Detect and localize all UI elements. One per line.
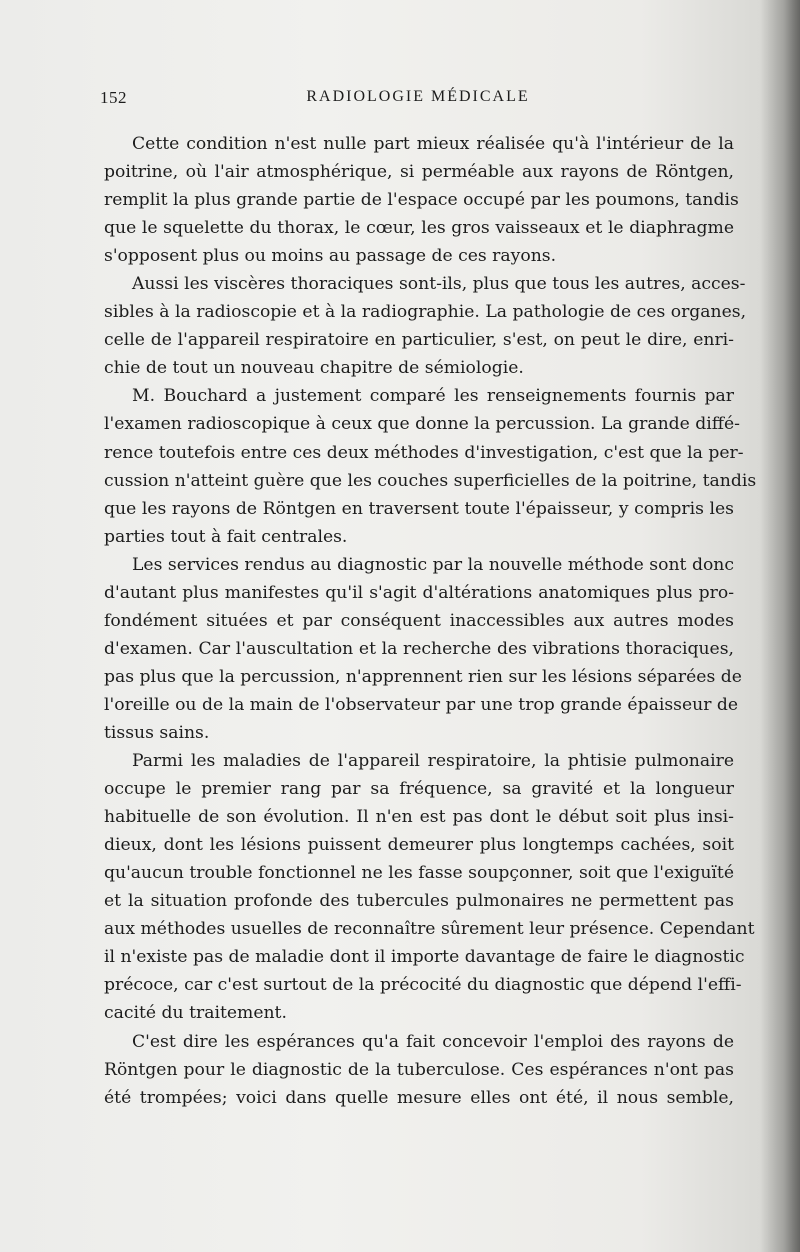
text-line: été trompées; voici dans quelle mesure elles ont été, il nous semble, — [104, 1087, 734, 1108]
text-line: il n'existe pas de maladie dont il importe davantage de faire le diagnostic — [104, 947, 745, 968]
text-line: s'opposent plus ou moins au passage de ces rayons. — [104, 246, 557, 267]
text-line: C'est dire les espérances qu'a fait concevoir l'emploi des rayons de — [132, 1031, 734, 1052]
text-line: chie de tout un nouveau chapitre de sémiologie. — [104, 358, 524, 379]
text-line: aux méthodes usuelles de reconnaître sûrement leur présence. Cependant — [104, 919, 755, 940]
text-line: que le squelette du thorax, le cœur, les gros vaisseaux et le diaphragme — [104, 218, 734, 239]
text-line: fondément situées et par conséquent inaccessibles aux autres modes — [104, 610, 734, 631]
text-line: M. Bouchard a justement comparé les renseignements fournis par — [132, 386, 734, 407]
text-line: remplit la plus grande partie de l'espace occupé par les poumons, tandis — [104, 190, 739, 211]
text-line: et la situation profonde des tubercules pulmonaires ne permettent pas — [104, 891, 734, 912]
text-line: que les rayons de Röntgen en traversent toute l'épaisseur, y compris les — [104, 498, 734, 519]
body-text — [104, 130, 757, 1112]
text-line: l'examen radioscopique à ceux que donne la percussion. La grande diffé- — [104, 414, 740, 435]
text-line: Les services rendus au diagnostic par la nouvelle méthode sont donc — [132, 554, 734, 575]
text-line: précoce, car c'est surtout de la précocité du diagnostic que dépend l'effi- — [104, 975, 742, 996]
text-line: sibles à la radioscopie et à la radiographie. La pathologie de ces organes, — [104, 302, 747, 323]
text-line: cussion n'atteint guère que les couches superficielles de la poitrine, tandis — [104, 470, 757, 491]
text-line: rence toutefois entre ces deux méthodes d'investigation, c'est que la per- — [104, 442, 744, 463]
text-line: tissus sains. — [104, 722, 210, 743]
text-line: Cette condition n'est nulle part mieux réalisée qu'à l'intérieur de la — [132, 134, 734, 154]
text-line: pas plus que la percussion, n'apprennent rien sur les lésions séparées de — [104, 666, 742, 687]
text-line: celle de l'appareil respiratoire en particulier, s'est, on peut le dire, enri- — [104, 330, 734, 351]
text-line: cacité du traitement. — [104, 1003, 287, 1024]
text-line: Aussi les viscères thoraciques sont-ils, plus que tous les autres, acces- — [132, 274, 746, 295]
text-line: qu'aucun trouble fonctionnel ne les fasse soupçonner, soit que l'exiguïté — [104, 863, 734, 884]
text-line: l'oreille ou de la main de l'observateur par une trop grande épaisseur de — [104, 694, 739, 715]
text-line: poitrine, où l'air atmosphérique, si perméable aux rayons de Röntgen, — [104, 162, 734, 183]
text-line: d'examen. Car l'auscultation et la recherche des vibrations thoraciques, — [104, 638, 734, 659]
text-line: parties tout à fait centrales. — [104, 526, 348, 547]
text-line: occupe le premier rang par sa fréquence, sa gravité et la longueur — [104, 779, 734, 800]
text-line: Röntgen pour le diagnostic de la tuberculose. Ces espérances n'ont pas — [104, 1059, 734, 1080]
text-line: habituelle de son évolution. Il n'en est pas dont le début soit plus insi- — [104, 807, 734, 828]
running-title: RADIOLOGIE MÉDICALE — [306, 88, 530, 105]
text-line: d'autant plus manifestes qu'il s'agit d'altérations anatomiques plus pro- — [104, 582, 734, 603]
page-header — [100, 88, 736, 112]
text-line: dieux, dont les lésions puissent demeurer plus longtemps cachées, soit — [104, 835, 734, 856]
text-line: Parmi les maladies de l'appareil respiratoire, la phtisie pulmonaire — [132, 751, 734, 772]
page-number: 152 — [100, 88, 127, 107]
